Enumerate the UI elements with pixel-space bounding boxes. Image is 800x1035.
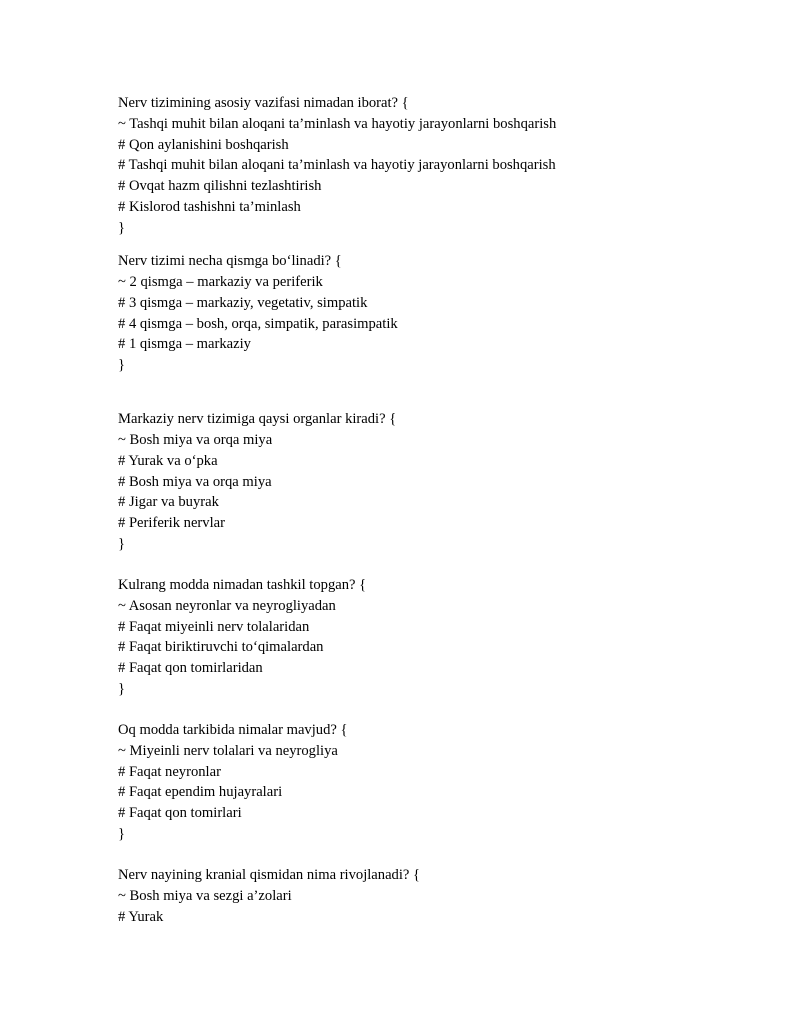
question-1-option: # Kislorod tashishni ta’minlash [118,199,301,215]
question-1-option: # Tashqi muhit bilan aloqani ta’minlash va hayotiy jarayonlarni boshqarish [118,157,556,173]
question-5-text: Oq modda tarkibida nimalar mavjud? { [118,722,348,738]
question-6-answer: ~ Bosh miya va sezgi a’zolari [118,888,292,904]
question-4-option: # Faqat qon tomirlaridan [118,660,263,676]
question-5-option: # Faqat ependim hujayralari [118,784,283,800]
question-5-option: # Faqat neyronlar [118,764,221,780]
question-4-text: Kulrang modda nimadan tashkil topgan? { [118,577,367,593]
question-2-option: # 3 qismga – markaziy, vegetativ, simpatik [118,295,368,311]
question-3-option: # Yurak va o‘pka [118,453,218,469]
question-1-option: # Ovqat hazm qilishni tezlashtirish [118,178,322,194]
question-3-answer: ~ Bosh miya va orqa miya [118,432,273,448]
question-2-answer: ~ 2 qismga – markaziy va periferik [118,274,323,290]
question-1-close: } [118,220,126,236]
question-3-close: } [118,536,126,552]
question-3-text: Markaziy nerv tizimiga qaysi organlar kiradi? { [118,411,397,427]
question-2-option: # 4 qismga – bosh, orqa, simpatik, parasimpatik [118,316,398,332]
question-1-option: # Qon aylanishini boshqarish [118,137,289,153]
question-1-answer: ~ Tashqi muhit bilan aloqani ta’minlash va hayotiy jarayonlarni boshqarish [118,116,557,132]
question-4-close: } [118,681,126,697]
question-3-option: # Bosh miya va orqa miya [118,474,272,490]
question-5-answer: ~ Miyeinli nerv tolalari va neyrogliya [118,743,338,759]
question-4-option: # Faqat biriktiruvchi to‘qimalardan [118,639,324,655]
question-4-option: # Faqat miyeinli nerv tolalaridan [118,619,310,635]
question-3-option: # Periferik nervlar [118,515,225,531]
question-1-text: Nerv tizimining asosiy vazifasi nimadan iborat? { [118,95,409,111]
question-6-text: Nerv nayining kranial qismidan nima rivojlanadi? { [118,867,421,883]
question-5-option: # Faqat qon tomirlari [118,805,242,821]
question-4-answer: ~ Asosan neyronlar va neyrogliyadan [118,598,336,614]
question-6-option: # Yurak [118,909,164,925]
question-2-option: # 1 qismga – markaziy [118,336,251,352]
question-2-text: Nerv tizimi necha qismga bo‘linadi? { [118,253,342,269]
question-2-close: } [118,357,126,373]
question-3-option: # Jigar va buyrak [118,494,219,510]
question-5-close: } [118,826,126,842]
